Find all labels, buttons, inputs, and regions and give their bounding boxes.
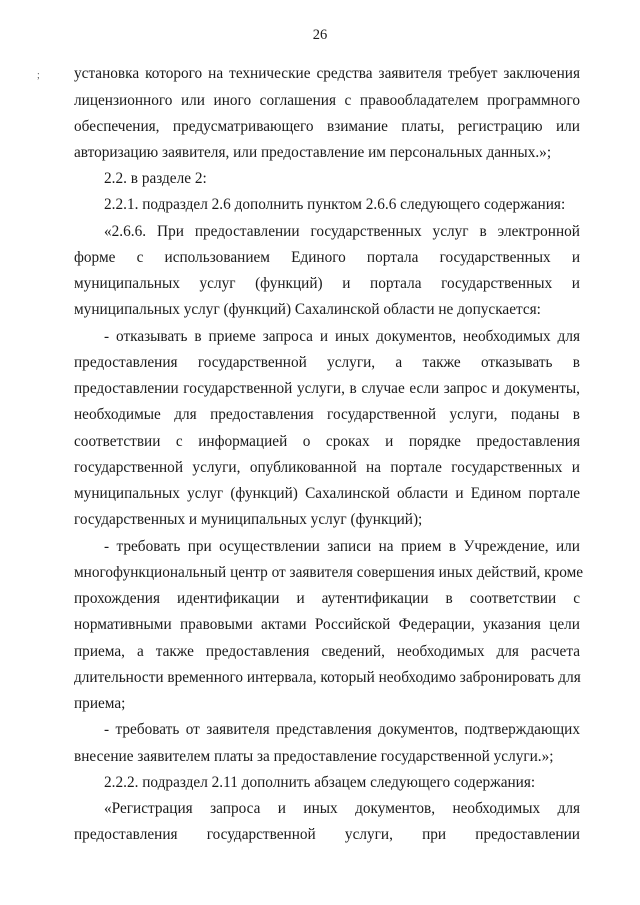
text-line: приема, а также предоставления сведений, необходимых для расчета (74, 643, 580, 660)
stray-mark: ; (37, 70, 40, 81)
text-line: предоставления государственной услуги, а также отказывать в (74, 354, 580, 371)
text-line: государственных и муниципальных услуг (функций); (74, 511, 423, 528)
text-line: предоставлении государственной услуги, в случае если запрос и документы, (74, 380, 580, 397)
text-line: - отказывать в приеме запроса и иных документов, необходимых для (104, 328, 580, 345)
text-line: муниципальных услуг (функций) Сахалинской области и Едином портале (74, 485, 580, 502)
text-line: муниципальных услуг (функций) и портала государственных и (74, 275, 580, 292)
text-line: 2.2.1. подраздел 2.6 дополнить пунктом 2.6.6 следующего содержания: (104, 196, 566, 213)
text-line: предоставления государственной услуги, при предоставлении (74, 826, 580, 843)
text-line: прохождения идентификации и аутентификации в соответствии с (74, 590, 580, 607)
text-line: лицензионного или иного соглашения с правообладателем программного (74, 92, 580, 109)
text-line: - требовать при осуществлении записи на прием в Учреждение, или (104, 538, 580, 555)
text-line: приема; (74, 695, 126, 712)
text-line: государственной услуги, опубликованной на портале государственных и (74, 459, 580, 476)
text-line: установка которого на технические средства заявителя требует заключения (74, 65, 580, 82)
text-line: форме с использованием Единого портала государственных и (74, 249, 580, 266)
page-number: 26 (312, 27, 328, 43)
text-line: муниципальных услуг (функций) Сахалинской области не допускается: (74, 301, 541, 318)
text-line: многофункциональный центр от заявителя совершения иных действий, кроме (74, 564, 584, 581)
text-line: нормативными правовыми актами Российской Федерации, указания цели (74, 616, 580, 633)
text-line: 2.2.2. подраздел 2.11 дополнить абзацем следующего содержания: (104, 774, 536, 791)
text-line: - требовать от заявителя представления документов, подтверждающих (104, 721, 580, 738)
text-line: «2.6.6. При предоставлении государственных услуг в электронной (104, 223, 580, 240)
text-line: внесение заявителем платы за предоставление государственной услуги.»; (74, 748, 554, 765)
text-line: соответствии с информацией о сроках и порядке предоставления (74, 433, 580, 450)
text-line: обеспечения, предусматривающего взимание платы, регистрацию или (74, 118, 580, 135)
text-line: авторизацию заявителя, или предоставление им персональных данных.»; (74, 144, 552, 161)
text-line: «Регистрация запроса и иных документов, необходимых для (104, 800, 580, 817)
text-line: 2.2. в разделе 2: (104, 170, 207, 187)
text-line: необходимые для предоставления государственной услуги, поданы в (74, 406, 580, 423)
text-line: длительности временного интервала, который необходимо забронировать для (74, 669, 581, 686)
